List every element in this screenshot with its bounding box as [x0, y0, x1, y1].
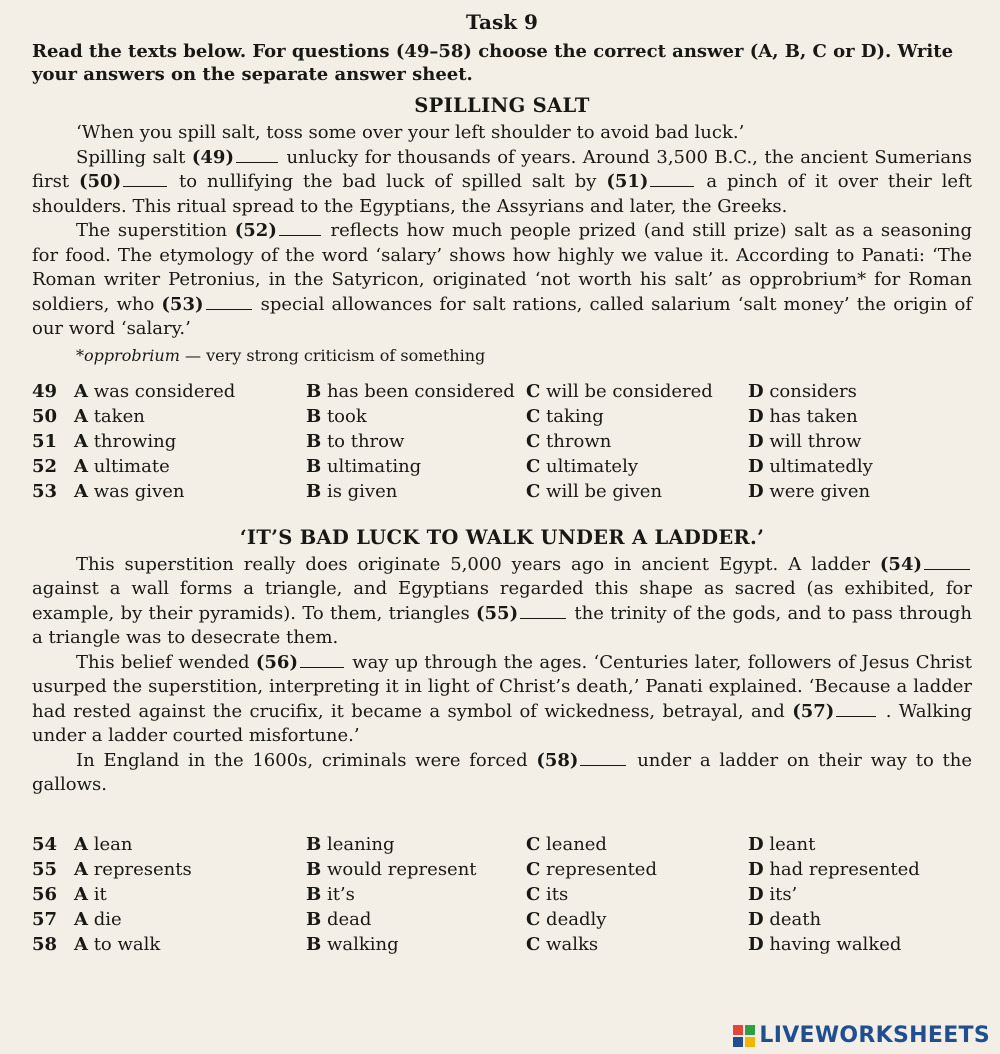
question-number: 56 — [32, 883, 58, 905]
option-b[interactable]: B it’s — [306, 883, 355, 905]
option-a[interactable]: A was considered — [74, 380, 236, 402]
option-d[interactable]: D leant — [748, 833, 816, 855]
option-d[interactable]: D death — [748, 908, 822, 930]
option-a[interactable]: A was given — [74, 480, 185, 502]
instructions: Read the texts below. For questions (49–58) choose the correct answer (A, B, C or D). Write your answers on the separate answer sheet. — [32, 41, 954, 85]
question-row-53 — [32, 479, 972, 504]
question-number-49: (49) — [191, 146, 234, 168]
option-d[interactable]: D will throw — [748, 430, 862, 452]
text2-paragraph-1 — [32, 553, 972, 651]
question-number: 53 — [32, 480, 58, 502]
option-a[interactable]: A it — [74, 883, 107, 905]
question-number: 51 — [32, 430, 58, 452]
option-b[interactable]: B dead — [306, 908, 372, 930]
text-segment: against a wall forms a triangle, and Egyptians regarded this shape as sacred (as exhibited, for example, by their pyramids). To them, triangles — [32, 578, 972, 624]
text-segment: a pinch of it over their left shoulders. This ritual spread to the Egyptians, the Assyrians and later, the Greeks. — [32, 171, 972, 217]
option-d[interactable]: D has taken — [748, 405, 858, 427]
brand-text: LIVEWORKSHEETS — [759, 1023, 990, 1048]
option-b[interactable]: B has been considered — [306, 380, 515, 402]
text-segment: reflects how much people prized (and still prize) salt as a seasoning for food. The etymology of the word ‘salary’ shows how highly we value it. According to Panati: ‘The Roman writer Petronius, in the Satyricon, originated ‘not worth his salt’ as opprobrium* for Roman soldiers, who — [32, 220, 972, 315]
question-number-52: (52) — [234, 220, 277, 241]
question-row-51 — [32, 429, 972, 454]
option-a[interactable]: A taken — [74, 405, 145, 427]
question-number: 52 — [32, 455, 58, 477]
text2-paragraph-2 — [32, 651, 972, 749]
answer-blank-51[interactable] — [650, 172, 694, 187]
option-c[interactable]: C walks — [526, 933, 599, 955]
text-segment: unlucky for thousands of years. Around 3,500 B.C., the ancient Sumerians first — [32, 146, 972, 192]
question-number-53: (53) — [161, 293, 204, 315]
option-b[interactable]: B leaning — [306, 833, 395, 855]
answer-blank-58[interactable] — [580, 751, 626, 766]
option-c[interactable]: C taking — [526, 405, 604, 427]
answer-blank-50[interactable] — [123, 172, 167, 187]
options-table-2 — [32, 832, 972, 957]
question-number-55: (55) — [476, 602, 519, 624]
liveworksheets-logo — [733, 1023, 990, 1048]
answer-blank-52[interactable] — [279, 221, 321, 236]
text1-quote: ‘When you spill salt, toss some over your left shoulder to avoid bad luck.’ — [76, 122, 745, 143]
text-segment: to nullifying the bad luck of spilled salt by — [169, 171, 607, 192]
text2-paragraph-3 — [32, 749, 972, 798]
question-number: 55 — [32, 858, 58, 880]
question-row-49 — [32, 379, 972, 404]
option-d[interactable]: D were given — [748, 480, 871, 502]
footnote — [76, 346, 972, 365]
option-b[interactable]: B is given — [306, 480, 398, 502]
option-d[interactable]: D having walked — [748, 933, 902, 955]
option-b[interactable]: B would represent — [306, 858, 477, 880]
text1-title: SPILLING SALT — [414, 94, 590, 117]
question-number-57: (57) — [792, 700, 835, 722]
text-segment: the trinity of the gods, and to pass through a triangle was to desecrate them. — [32, 602, 972, 648]
text1-paragraph-2 — [32, 219, 972, 342]
question-row-50 — [32, 404, 972, 429]
text-segment: This superstition really does originate 5,000 years ago in ancient Egypt. A ladder — [76, 553, 880, 575]
answer-blank-56[interactable] — [300, 653, 344, 668]
option-a[interactable]: A represents — [74, 858, 192, 880]
text-segment: This belief wended — [76, 651, 256, 673]
option-a[interactable]: A ultimate — [74, 455, 170, 477]
grid-icon — [733, 1025, 755, 1047]
question-row-58 — [32, 932, 972, 957]
question-number: 58 — [32, 933, 58, 955]
text-segment: under a ladder on their way to the gallows. — [32, 749, 972, 795]
question-row-57 — [32, 907, 972, 932]
option-b[interactable]: B ultimating — [306, 455, 422, 477]
question-number-56: (56) — [255, 651, 298, 673]
question-number-54: (54) — [879, 553, 922, 575]
footnote-text: — very strong criticism of something — [179, 345, 486, 365]
answer-blank-54[interactable] — [924, 555, 970, 570]
text-segment: special allowances for salt rations, called salarium ‘salt money’ the origin of our word ‘salary.’ — [32, 293, 972, 339]
worksheet-page — [32, 10, 972, 957]
option-d[interactable]: D ultimatedly — [748, 455, 873, 477]
text-segment: Spilling salt — [76, 146, 192, 168]
question-row-54 — [32, 832, 972, 857]
text2-title: ‘IT’S BAD LUCK TO WALK UNDER A LADDER.’ — [239, 525, 765, 549]
option-a[interactable]: A throwing — [74, 430, 177, 452]
option-b[interactable]: B walking — [306, 933, 399, 955]
option-c[interactable]: C represented — [526, 858, 657, 880]
answer-blank-57[interactable] — [836, 702, 876, 717]
option-a[interactable]: A die — [74, 908, 122, 930]
answer-blank-55[interactable] — [520, 604, 566, 619]
option-d[interactable]: D considers — [748, 380, 857, 402]
question-number: 50 — [32, 405, 58, 427]
option-c[interactable]: C deadly — [526, 908, 607, 930]
option-c[interactable]: C thrown — [526, 430, 612, 452]
question-row-55 — [32, 857, 972, 882]
option-c[interactable]: C its — [526, 883, 569, 905]
text1-paragraph-1 — [32, 146, 972, 220]
options-table-1 — [32, 379, 972, 504]
question-number-58: (58) — [536, 749, 579, 771]
option-d[interactable]: D its’ — [748, 883, 798, 905]
answer-blank-49[interactable] — [236, 148, 278, 163]
option-b[interactable]: B took — [306, 405, 367, 427]
question-number: 57 — [32, 908, 58, 930]
answer-blank-53[interactable] — [206, 295, 252, 310]
question-number: 54 — [32, 833, 58, 855]
footnote-term: *opprobrium — [76, 345, 180, 365]
text-segment: way up through the ages. ‘Centuries later, followers of Jesus Christ usurped the superstition, interpreting it in light of Christ’s death,’ Panati explained. ‘Because a ladder had rested against the crucifix, it became a symbol of wickedness, betrayal, and — [32, 651, 972, 722]
question-row-56 — [32, 882, 972, 907]
question-number-51: (51) — [606, 171, 649, 192]
task-title: Task 9 — [466, 10, 538, 34]
option-c[interactable]: C will be considered — [526, 380, 713, 402]
text-segment: . Walking under a ladder courted misfortune.’ — [32, 700, 972, 746]
question-number-50: (50) — [79, 171, 122, 192]
text-segment: The superstition — [76, 220, 235, 241]
option-a[interactable]: A to walk — [74, 933, 161, 955]
option-d[interactable]: D had represented — [748, 858, 920, 880]
question-row-52 — [32, 454, 972, 479]
question-number: 49 — [32, 380, 58, 402]
option-a[interactable]: A lean — [74, 833, 133, 855]
text-segment: In England in the 1600s, criminals were forced — [76, 749, 537, 771]
option-c[interactable]: C leaned — [526, 833, 607, 855]
option-c[interactable]: C ultimately — [526, 455, 639, 477]
option-c[interactable]: C will be given — [526, 480, 663, 502]
option-b[interactable]: B to throw — [306, 430, 405, 452]
